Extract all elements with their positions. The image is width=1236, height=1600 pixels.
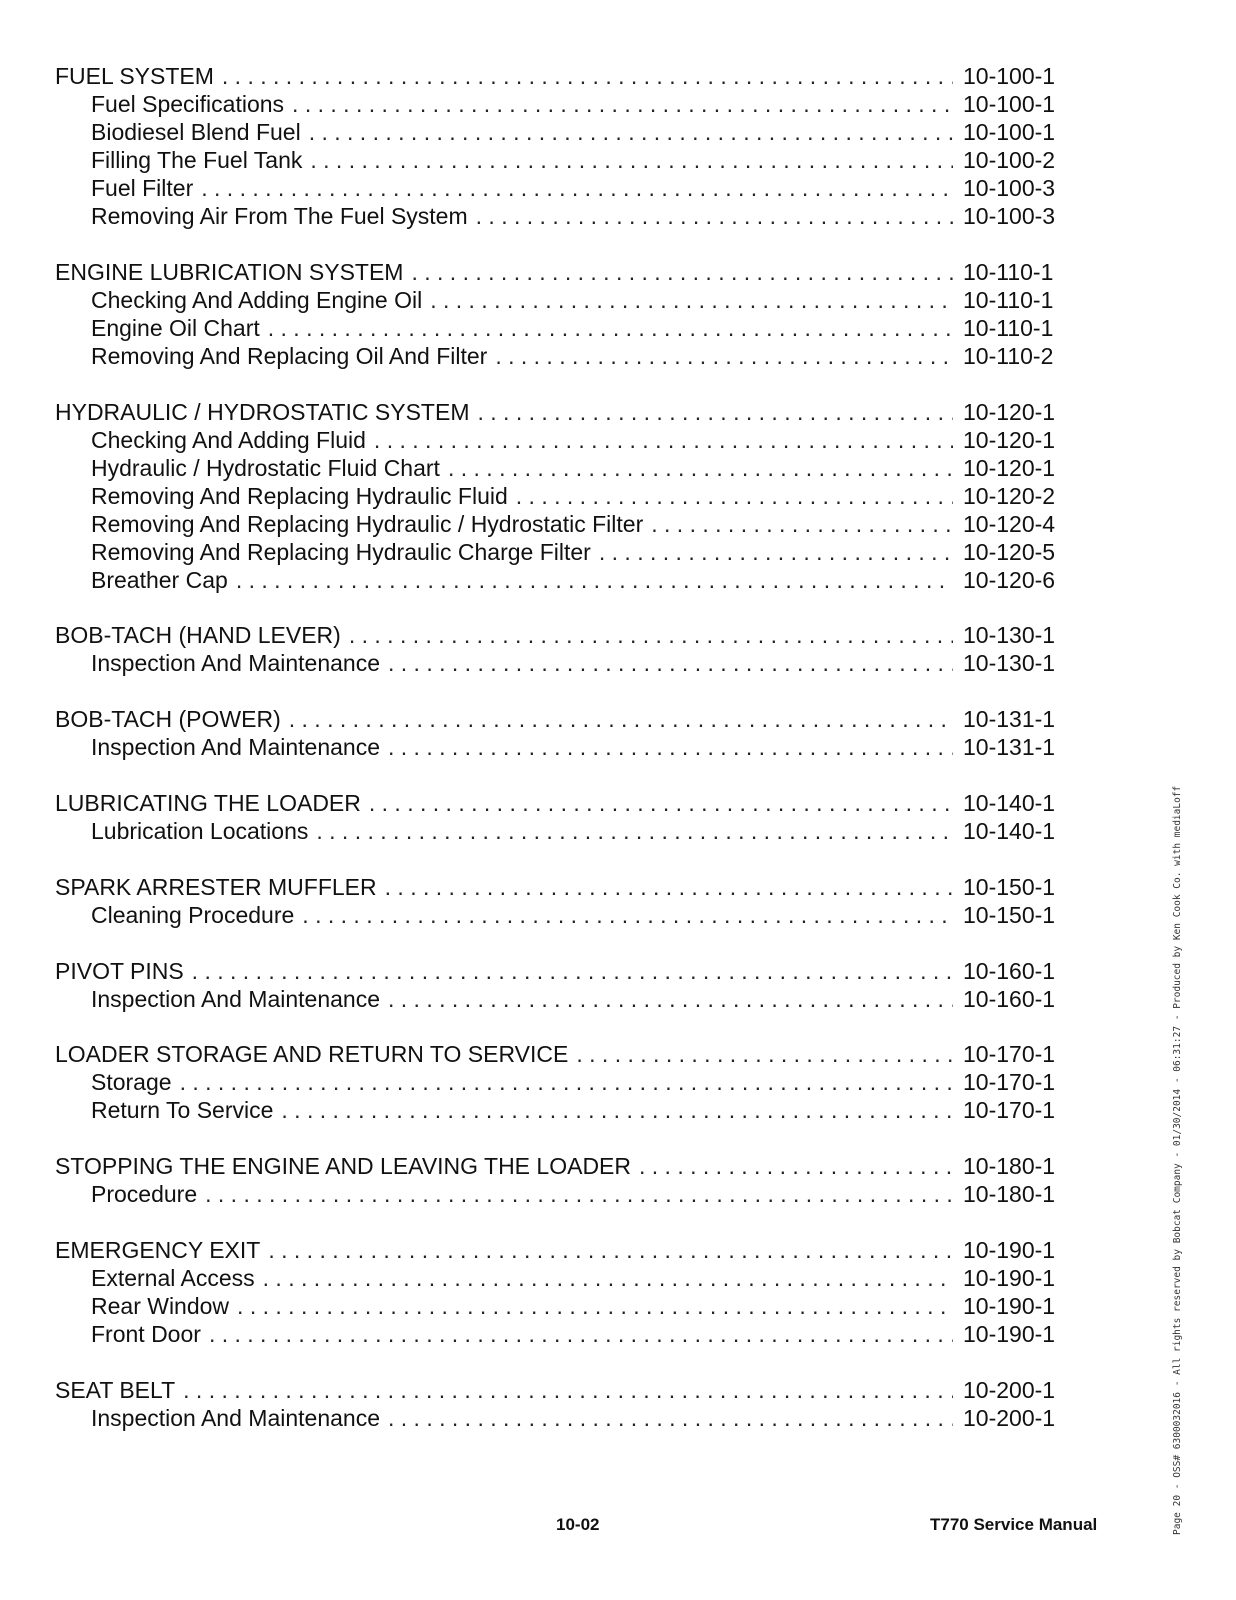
dot-leader: [430, 286, 953, 314]
dot-leader: [180, 1068, 953, 1096]
toc-entry-title: Inspection And Maintenance: [91, 985, 380, 1012]
toc-heading: [55, 621, 1055, 649]
dot-leader: [201, 174, 953, 202]
toc-entry: [55, 733, 1055, 761]
dot-leader: [476, 202, 953, 230]
dot-leader: [411, 258, 953, 286]
toc-entry-title: Rear Window: [91, 1292, 230, 1319]
toc-entry: [55, 454, 1055, 482]
toc-entry-page: 10-150-1: [963, 901, 1056, 928]
toc-entry-title: Fuel Filter: [91, 175, 194, 201]
toc-entry-page: 10-130-1: [963, 650, 1056, 677]
toc-entry-title: Storage: [91, 1069, 172, 1096]
toc-entry-title: Procedure: [91, 1181, 198, 1208]
toc-heading-title: BOB-TACH (POWER): [55, 706, 281, 733]
toc-heading-page: 10-120-1: [963, 398, 1056, 425]
toc-entry: [55, 426, 1055, 454]
toc-entry-page: 10-190-1: [963, 1264, 1056, 1291]
toc-heading: [55, 1152, 1055, 1180]
dot-leader: [388, 985, 953, 1013]
toc-entry-title: Filling The Fuel Tank: [91, 147, 303, 173]
toc-entry-page: 10-120-6: [963, 566, 1056, 593]
toc-heading: [55, 398, 1055, 426]
toc-heading-title: SEAT BELT: [55, 1376, 176, 1403]
dot-leader: [309, 118, 953, 146]
toc-entry: [55, 817, 1055, 845]
toc-entry: [55, 1264, 1055, 1292]
table-of-contents: [55, 62, 1055, 1460]
toc-section: [55, 873, 1055, 929]
toc-heading-page: 10-190-1: [963, 1236, 1056, 1263]
toc-entry-title: Hydraulic / Hydrostatic Fluid Chart: [91, 454, 440, 481]
dot-leader: [516, 482, 953, 510]
toc-entry-page: 10-120-1: [963, 454, 1056, 481]
dot-leader: [310, 146, 953, 174]
toc-entry: [55, 118, 1055, 146]
toc-heading: [55, 1040, 1055, 1068]
toc-heading-page: 10-150-1: [963, 873, 1056, 900]
toc-section: [55, 789, 1055, 845]
dot-leader: [639, 1152, 953, 1180]
dot-leader: [349, 621, 953, 649]
toc-section: [55, 1236, 1055, 1348]
dot-leader: [374, 426, 953, 454]
toc-entry-title: Checking And Adding Fluid: [91, 426, 366, 453]
toc-heading-title: LOADER STORAGE AND RETURN TO SERVICE: [55, 1041, 569, 1068]
toc-heading: [55, 62, 1055, 90]
toc-entry-title: Front Door: [91, 1320, 201, 1347]
toc-entry-page: 10-100-3: [963, 203, 1056, 229]
toc-section: [55, 258, 1055, 370]
toc-entry-page: 10-100-1: [963, 119, 1056, 145]
toc-entry: [55, 1180, 1055, 1208]
toc-entry: [55, 649, 1055, 677]
toc-entry-page: 10-190-1: [963, 1320, 1056, 1347]
toc-heading-page: 10-200-1: [963, 1376, 1056, 1403]
toc-entry: [55, 146, 1055, 174]
toc-heading-title: BOB-TACH (HAND LEVER): [55, 622, 341, 649]
toc-entry: [55, 1096, 1055, 1124]
dot-leader: [651, 510, 953, 538]
toc-entry: [55, 314, 1055, 342]
toc-heading-page: 10-131-1: [963, 706, 1056, 733]
toc-heading: [55, 258, 1055, 286]
dot-leader: [369, 789, 953, 817]
toc-entry: [55, 202, 1055, 230]
toc-entry-title: Biodiesel Blend Fuel: [91, 119, 301, 145]
toc-entry-title: Checking And Adding Engine Oil: [91, 286, 423, 313]
toc-entry-page: 10-100-2: [963, 147, 1056, 173]
dot-leader: [192, 957, 953, 985]
toc-entry: [55, 901, 1055, 929]
toc-entry-page: 10-120-4: [963, 510, 1056, 537]
toc-section: [55, 1376, 1055, 1432]
toc-entry-title: Inspection And Maintenance: [91, 734, 380, 761]
toc-entry-title: Removing And Replacing Hydraulic / Hydrostatic Filter: [91, 510, 644, 537]
toc-heading-title: LUBRICATING THE LOADER: [55, 789, 361, 816]
toc-entry-title: Cleaning Procedure: [91, 901, 295, 928]
dot-leader: [268, 314, 953, 342]
toc-section: [55, 1040, 1055, 1124]
dot-leader: [302, 901, 953, 929]
toc-section: [55, 62, 1055, 230]
toc-section: [55, 1152, 1055, 1208]
toc-section: [55, 957, 1055, 1013]
dot-leader: [388, 733, 953, 761]
toc-entry: [55, 174, 1055, 202]
toc-entry-page: 10-190-1: [963, 1292, 1056, 1319]
toc-entry: [55, 985, 1055, 1013]
toc-entry: [55, 1404, 1055, 1432]
toc-heading-page: 10-130-1: [963, 622, 1056, 649]
toc-entry: [55, 566, 1055, 594]
toc-entry-title: Removing And Replacing Hydraulic Charge Filter: [91, 538, 591, 565]
toc-heading-title: SPARK ARRESTER MUFFLER: [55, 873, 377, 900]
dot-leader: [316, 817, 953, 845]
dot-leader: [576, 1040, 953, 1068]
dot-leader: [263, 1264, 953, 1292]
toc-entry-page: 10-110-2: [963, 342, 1054, 369]
toc-heading-page: 10-100-1: [963, 63, 1056, 89]
toc-entry-page: 10-110-1: [963, 286, 1054, 313]
toc-heading: [55, 1236, 1055, 1264]
toc-heading-title: PIVOT PINS: [55, 957, 184, 984]
toc-entry-title: External Access: [91, 1264, 255, 1291]
toc-entry-title: Lubrication Locations: [91, 817, 309, 844]
toc-entry-page: 10-110-1: [963, 314, 1054, 341]
toc-heading: [55, 957, 1055, 985]
dot-leader: [237, 1292, 953, 1320]
toc-entry-page: 10-170-1: [963, 1097, 1056, 1124]
toc-entry-title: Removing Air From The Fuel System: [91, 203, 468, 229]
dot-leader: [205, 1180, 953, 1208]
dot-leader: [289, 705, 953, 733]
toc-entry-title: Fuel Specifications: [91, 91, 285, 117]
toc-entry-page: 10-100-1: [963, 91, 1056, 117]
toc-entry-title: Removing And Replacing Hydraulic Fluid: [91, 482, 508, 509]
toc-entry-title: Removing And Replacing Oil And Filter: [91, 342, 488, 369]
dot-leader: [477, 398, 953, 426]
toc-entry-title: Breather Cap: [91, 566, 228, 593]
dot-leader: [209, 1320, 953, 1348]
toc-entry: [55, 1068, 1055, 1096]
dot-leader: [281, 1096, 953, 1124]
dot-leader: [599, 538, 953, 566]
toc-heading-title: ENGINE LUBRICATION SYSTEM: [55, 258, 404, 285]
toc-entry-title: Inspection And Maintenance: [91, 650, 380, 677]
dot-leader: [388, 1404, 953, 1432]
toc-heading: [55, 1376, 1055, 1404]
footer-page-number: 10-02: [556, 1515, 600, 1534]
toc-heading-page: 10-160-1: [963, 957, 1056, 984]
toc-entry-page: 10-120-1: [963, 426, 1056, 453]
toc-entry: [55, 538, 1055, 566]
footer-manual-title: T770 Service Manual: [930, 1515, 1098, 1534]
toc-entry: [55, 482, 1055, 510]
toc-heading-page: 10-180-1: [963, 1153, 1056, 1180]
toc-entry-page: 10-200-1: [963, 1404, 1056, 1431]
side-production-note: Page 20 - OSS# 6300032016 - All rights reserved by Bobcat Company - 01/30/2014 - 06:31:27 - Produced by Ken Cook Co. with mediaLoff: [1172, 785, 1183, 1535]
toc-entry-page: 10-100-3: [963, 175, 1056, 201]
toc-heading-title: EMERGENCY EXIT: [55, 1236, 261, 1263]
toc-heading-title: FUEL SYSTEM: [55, 63, 214, 89]
toc-entry-page: 10-120-5: [963, 538, 1056, 565]
toc-heading-title: STOPPING THE ENGINE AND LEAVING THE LOADER: [55, 1153, 631, 1180]
toc-section: [55, 398, 1055, 594]
toc-heading-title: HYDRAULIC / HYDROSTATIC SYSTEM: [55, 398, 470, 425]
dot-leader: [448, 454, 953, 482]
dot-leader: [292, 90, 953, 118]
toc-entry: [55, 342, 1055, 370]
toc-section: [55, 705, 1055, 761]
toc-entry: [55, 286, 1055, 314]
toc-entry-title: Inspection And Maintenance: [91, 1404, 380, 1431]
toc-heading: [55, 789, 1055, 817]
toc-entry-title: Engine Oil Chart: [91, 314, 260, 341]
toc-entry-page: 10-160-1: [963, 985, 1056, 1012]
dot-leader: [388, 649, 953, 677]
toc-heading-page: 10-170-1: [963, 1041, 1056, 1068]
toc-entry-page: 10-140-1: [963, 817, 1056, 844]
toc-entry-page: 10-180-1: [963, 1181, 1056, 1208]
toc-heading-page: 10-110-1: [963, 258, 1054, 285]
toc-entry: [55, 1320, 1055, 1348]
toc-entry-page: 10-120-2: [963, 482, 1056, 509]
toc-heading-page: 10-140-1: [963, 789, 1056, 816]
toc-heading: [55, 873, 1055, 901]
toc-entry-page: 10-131-1: [963, 734, 1056, 761]
toc-heading: [55, 705, 1055, 733]
toc-entry-page: 10-170-1: [963, 1069, 1056, 1096]
toc-entry-title: Return To Service: [91, 1097, 274, 1124]
dot-leader: [236, 566, 953, 594]
toc-entry: [55, 510, 1055, 538]
dot-leader: [268, 1236, 953, 1264]
toc-entry: [55, 90, 1055, 118]
dot-leader: [183, 1376, 953, 1404]
dot-leader: [222, 62, 953, 90]
dot-leader: [495, 342, 953, 370]
toc-section: [55, 621, 1055, 677]
toc-entry: [55, 1292, 1055, 1320]
dot-leader: [385, 873, 953, 901]
